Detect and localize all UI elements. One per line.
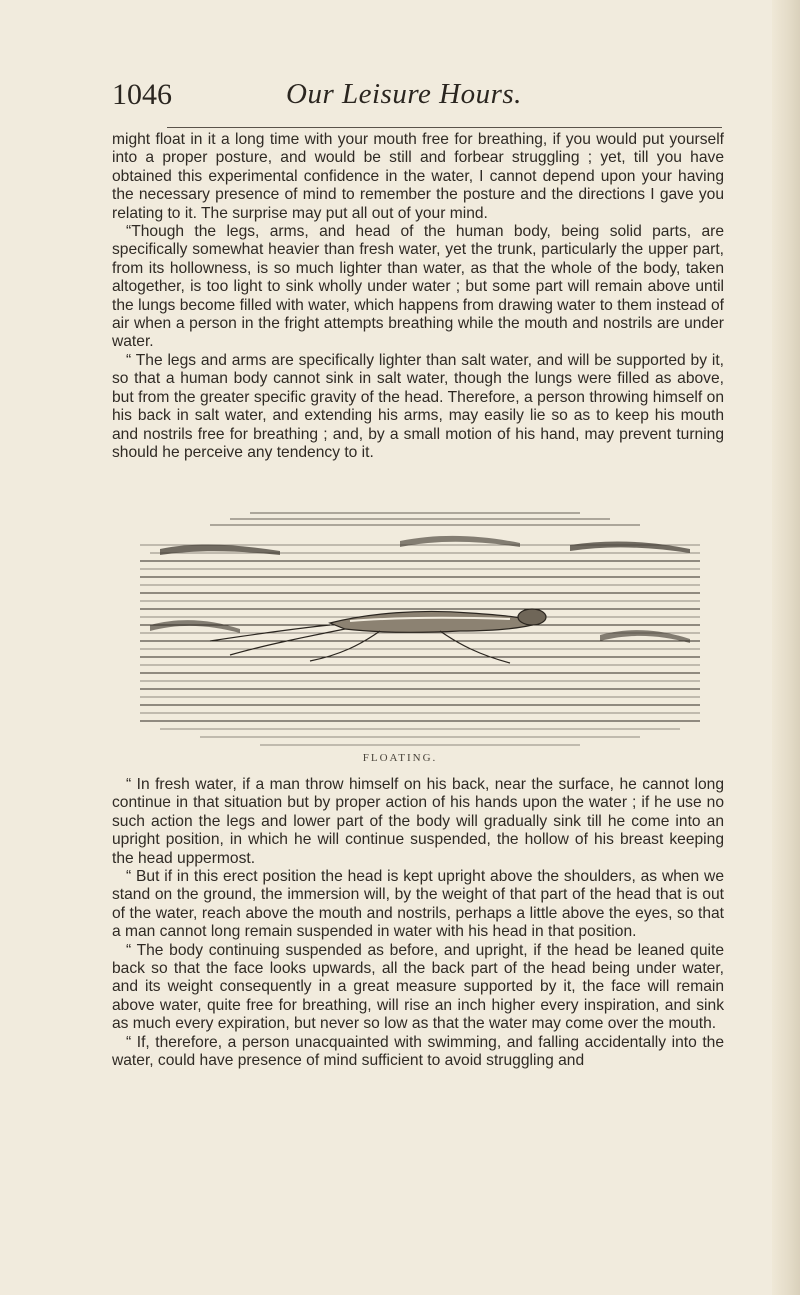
running-title: Our Leisure Hours. xyxy=(286,78,522,110)
paragraph: “ The legs and arms are specifically lighter than salt water, and will be supported by it, so that a human body cannot sink in salt water, though the lungs were filled as above, but from the greater specific gravity of the head. Therefore, a person throwing himself on his back in salt water, and extending his arms, may easily lie so as to keep his mouth and nostrils free for breathing ; and, by a small motion of his hand, may prevent turning should he perceive any tendency to it. xyxy=(112,351,724,461)
paragraph: “ But if in this erect position the head is kept upright above the shoulders, as when we stand on the ground, the immersion will, by the weight of that part of the head that is out of the water, reach above the mouth and nostrils, perhaps a little above the eyes, so that a man cannot long remain suspended in water with his head in that position. xyxy=(112,868,724,941)
body-text-top xyxy=(112,131,724,462)
figure-caption: FLOATING. xyxy=(362,752,438,764)
page-number: 1046 xyxy=(112,78,172,111)
sky-lines xyxy=(210,513,640,525)
header-rule xyxy=(167,127,722,128)
page-edge xyxy=(772,0,800,1295)
body-text-bottom xyxy=(112,776,724,1071)
paragraph: “Though the legs, arms, and head of the human body, being solid parts, are specifically somewhat heavier than fresh water, yet the trunk, particularly the upper part, from its hollowness, is so much lighter than water, as that the whole of the body, taken altogether, is too light to sink wholly under water ; but some part will remain above until the lungs become filled with water, which happens from drawing water to them instead of air when a person in the fright attempts breathing while the mouth and nostrils are under water. xyxy=(112,223,724,351)
water-lines xyxy=(140,545,700,745)
paragraph: “ The body continuing suspended as before, and upright, if the head be leaned quite back so that the face looks upwards, all the back part of the head being under water, and its weight consequently in a great measure supported by it, the face will remain above water, quite free for breathing, will rise an inch higher every inspiration, and sink as much every expiration, but never so low as that the water may come over the mouth. xyxy=(112,941,724,1033)
paragraph: “ In fresh water, if a man throw himself on his back, near the surface, he cannot long continue in that situation but by proper action of his hands upon the water ; if he use no such action the legs and lower part of the body will gradually sink till he come into an upright position, in which he will continue suspended, the hollow of his breast keeping the head uppermost. xyxy=(112,776,724,867)
floating-illustration xyxy=(140,505,700,755)
paragraph: “ If, therefore, a person unacquainted with swimming, and falling accidentally into the water, could have presence of mind sufficient to avoid struggling and xyxy=(112,1033,724,1070)
paragraph: might float in it a long time with your mouth free for breathing, if you would put yourself into a proper posture, and would be still and forbear struggling ; yet, till you have obtained this experimental confidence in the water, I cannot depend upon your having the necessary presence of mind to remember the posture and the directions I gave you relating to it. The surprise may put all out of your mind. xyxy=(112,131,724,222)
page-header xyxy=(112,78,724,118)
